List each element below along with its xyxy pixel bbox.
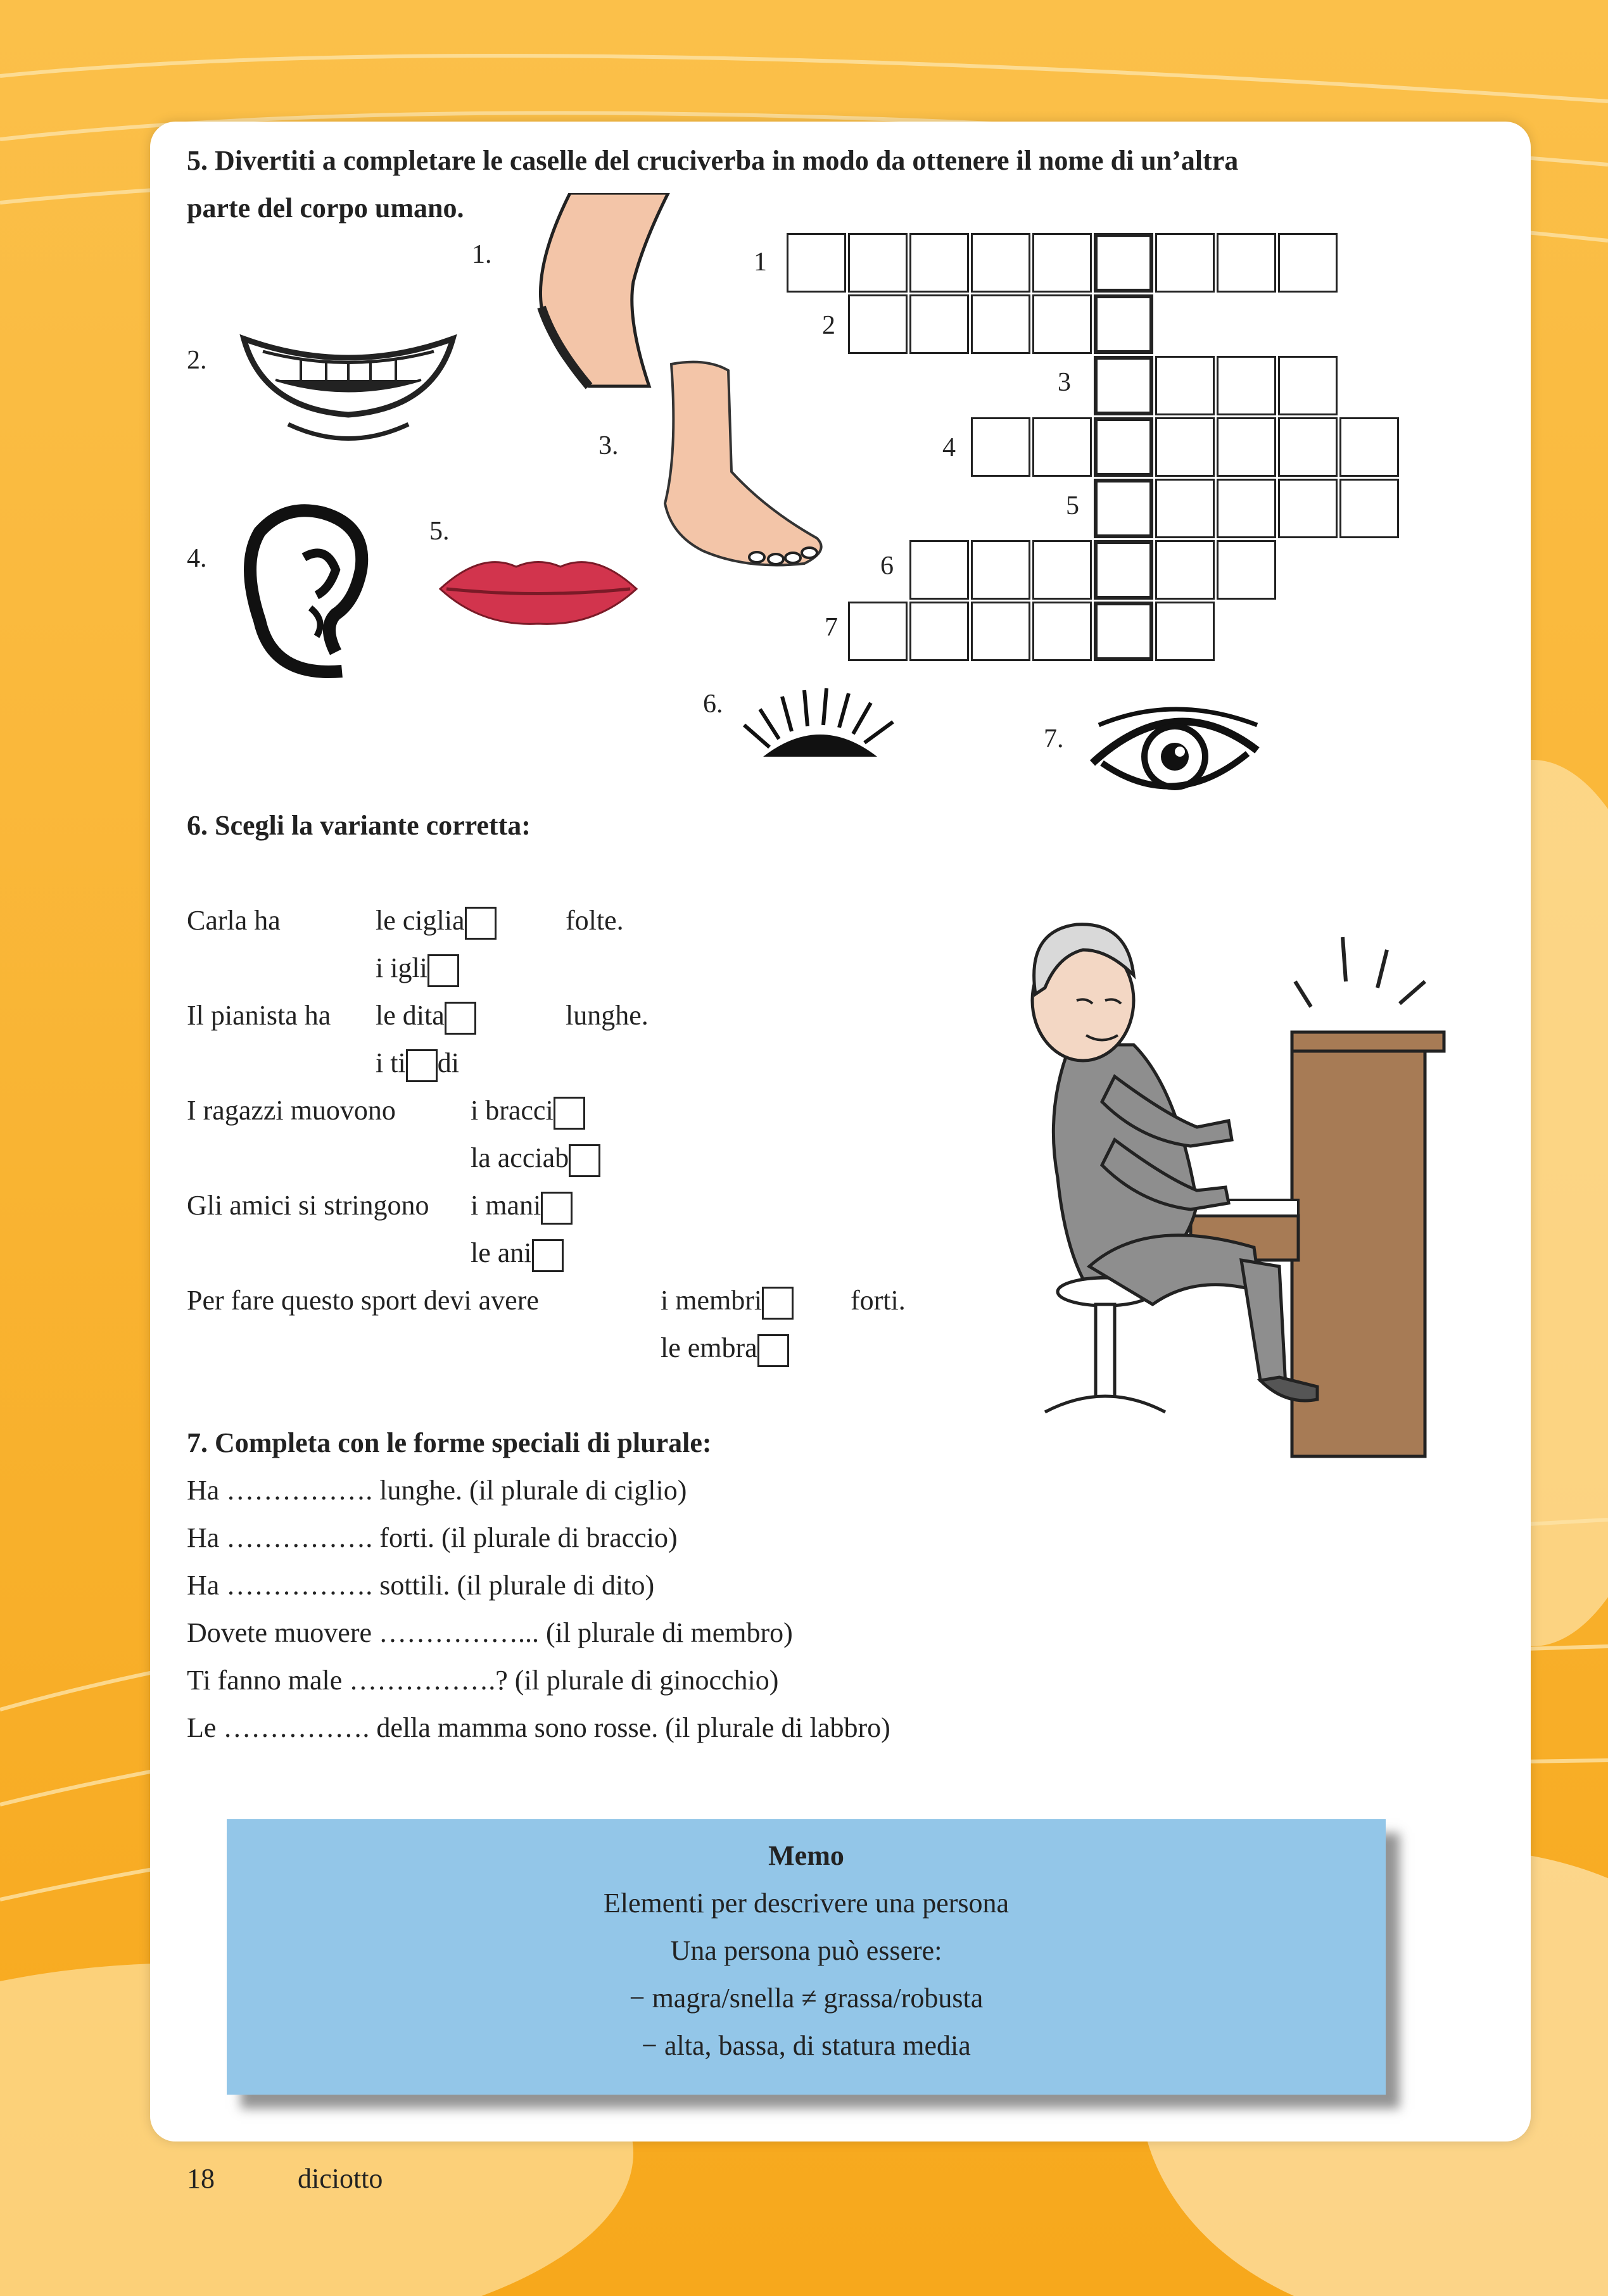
- picture-label-1: 1.: [472, 240, 492, 269]
- crossword-cell[interactable]: [1032, 540, 1092, 600]
- crossword-cell[interactable]: [1278, 479, 1338, 538]
- lips-icon: [437, 551, 640, 627]
- ex6-row4-option1: i mani: [471, 1189, 573, 1225]
- option-checkbox[interactable]: [762, 1287, 794, 1320]
- crossword-cell[interactable]: [971, 602, 1030, 661]
- crossword-cell[interactable]: [1217, 356, 1276, 415]
- exercise6-title: 6. Scegli la variante corretta:: [187, 810, 531, 841]
- option-checkbox[interactable]: [445, 1002, 476, 1035]
- crossword-key-cell[interactable]: [1094, 602, 1153, 661]
- crossword-cell[interactable]: [848, 233, 908, 293]
- picture-label-7: 7.: [1044, 724, 1064, 754]
- crossword-cell[interactable]: [1155, 233, 1215, 293]
- picture-label-6: 6.: [703, 690, 723, 719]
- ex7-line-5: Ti fanno male …………….? (il plurale di ginocchio): [187, 1665, 779, 1696]
- crossword-cell[interactable]: [1217, 417, 1276, 477]
- option-checkbox[interactable]: [757, 1334, 789, 1367]
- ex6-row1-suffix: folte.: [566, 905, 624, 936]
- page-number-word: diciotto: [298, 2163, 383, 2194]
- clue-number-6: 6: [880, 552, 894, 581]
- ex7-line-1: Ha ……………. lunghe. (il plurale di ciglio): [187, 1475, 687, 1506]
- foot-icon: [646, 358, 836, 573]
- crossword-key-cell[interactable]: [1094, 356, 1153, 415]
- option-checkbox[interactable]: [569, 1144, 600, 1177]
- picture-label-2: 2.: [187, 346, 207, 375]
- picture-label-5: 5.: [429, 517, 450, 546]
- option-checkbox[interactable]: [554, 1097, 585, 1130]
- option-checkbox[interactable]: [427, 954, 459, 987]
- pianist-illustration: [988, 886, 1469, 1469]
- crossword-cell[interactable]: [971, 540, 1030, 600]
- clue-number-7: 7: [825, 613, 838, 642]
- exercise5-title-line2: parte del corpo umano.: [187, 192, 464, 224]
- ex7-line-2: Ha ……………. forti. (il plurale di braccio): [187, 1522, 678, 1553]
- crossword-cell[interactable]: [1339, 417, 1399, 477]
- crossword-cell[interactable]: [909, 602, 969, 661]
- ex6-row1-option2: i igli: [376, 952, 459, 987]
- clue-number-2: 2: [822, 311, 835, 340]
- crossword-key-cell[interactable]: [1094, 540, 1153, 600]
- crossword-cell[interactable]: [1217, 233, 1276, 293]
- ex6-row2-suffix: lunghe.: [566, 1000, 649, 1031]
- memo-line-1: Elementi per descrivere una persona: [603, 1888, 1010, 1919]
- crossword-cell[interactable]: [1155, 417, 1215, 477]
- crossword-cell[interactable]: [848, 294, 908, 354]
- crossword-cell[interactable]: [1339, 479, 1399, 538]
- ex7-line-4: Dovete muovere ……………... (il plurale di membro): [187, 1617, 793, 1648]
- memo-line-4: − alta, bassa, di statura media: [642, 2030, 971, 2061]
- crossword-cell[interactable]: [1155, 602, 1215, 661]
- crossword-cell[interactable]: [1032, 417, 1092, 477]
- crossword-key-cell[interactable]: [1094, 233, 1153, 293]
- option-checkbox[interactable]: [465, 907, 497, 940]
- crossword-cell[interactable]: [1278, 356, 1338, 415]
- crossword-cell[interactable]: [1217, 540, 1276, 600]
- clue-number-1: 1: [754, 248, 767, 277]
- crossword-cell[interactable]: [1032, 233, 1092, 293]
- clue-number-5: 5: [1066, 491, 1079, 520]
- clue-number-3: 3: [1058, 368, 1071, 397]
- page-number: 18: [187, 2163, 215, 2194]
- memo-title: Memo: [768, 1840, 844, 1871]
- ex6-row4-subject: Gli amici si stringono: [187, 1190, 429, 1221]
- crossword-cell[interactable]: [909, 540, 969, 600]
- ex6-row5-option1: i membri: [661, 1284, 794, 1320]
- picture-label-4: 4.: [187, 544, 207, 573]
- crossword-cell[interactable]: [1278, 233, 1338, 293]
- clue-number-4: 4: [942, 433, 956, 462]
- ex6-row5-subject: Per fare questo sport devi avere: [187, 1285, 539, 1316]
- crossword-cell[interactable]: [1278, 417, 1338, 477]
- ex6-row2-option2: i ti di: [376, 1047, 459, 1082]
- crossword-cell[interactable]: [1155, 356, 1215, 415]
- memo-line-3: − magra/snella ≠ grassa/robusta: [629, 1983, 984, 2014]
- crossword-cell[interactable]: [1032, 294, 1092, 354]
- crossword-cell[interactable]: [1155, 479, 1215, 538]
- ear-icon: [215, 500, 393, 684]
- ex6-row2-subject: Il pianista ha: [187, 1000, 331, 1031]
- exercise7-title: 7. Completa con le forme speciali di plurale:: [187, 1427, 712, 1458]
- crossword-key-cell[interactable]: [1094, 417, 1153, 477]
- option-checkbox[interactable]: [532, 1239, 564, 1272]
- crossword-cell[interactable]: [971, 294, 1030, 354]
- ex6-row1-subject: Carla ha: [187, 905, 281, 936]
- ex6-row4-option2: le ani: [471, 1237, 564, 1272]
- option-checkbox[interactable]: [406, 1049, 438, 1082]
- ex7-line-6: Le ……………. della mamma sono rosse. (il plurale di labbro): [187, 1712, 890, 1743]
- exercise5-title-line1: 5. Divertiti a completare le caselle del cruciverba in modo da ottenere il nome di un’altra: [187, 145, 1239, 176]
- crossword-cell[interactable]: [1155, 540, 1215, 600]
- ex7-line-3: Ha ……………. sottili. (il plurale di dito): [187, 1570, 655, 1601]
- crossword-key-cell[interactable]: [1094, 294, 1153, 354]
- teeth-mouth-icon: [237, 326, 459, 453]
- memo-line-2: Una persona può essere:: [670, 1935, 942, 1966]
- ex6-row2-option1: le dita: [376, 999, 476, 1035]
- crossword-cell[interactable]: [848, 602, 908, 661]
- eye-icon: [1086, 700, 1263, 801]
- crossword-key-cell[interactable]: [1094, 479, 1153, 538]
- ex6-row3-subject: I ragazzi muovono: [187, 1095, 396, 1126]
- option-checkbox[interactable]: [541, 1192, 573, 1225]
- ex6-row3-option2: la acciab: [471, 1142, 600, 1177]
- crossword-cell[interactable]: [909, 294, 969, 354]
- memo-box: [227, 1819, 1386, 2095]
- crossword-cell[interactable]: [909, 233, 969, 293]
- picture-label-3: 3.: [598, 431, 619, 460]
- crossword-cell[interactable]: [787, 233, 846, 293]
- crossword-cell[interactable]: [1032, 602, 1092, 661]
- crossword-cell[interactable]: [971, 233, 1030, 293]
- crossword-cell[interactable]: [971, 417, 1030, 477]
- crossword-cell[interactable]: [1217, 479, 1276, 538]
- ex6-row5-option2: le embra: [661, 1332, 789, 1367]
- eyelashes-icon: [738, 687, 902, 757]
- ex6-row5-suffix: forti.: [851, 1285, 906, 1316]
- ex6-row3-option1: i bracci: [471, 1094, 585, 1130]
- ex6-row1-option1: le ciglia: [376, 904, 497, 940]
